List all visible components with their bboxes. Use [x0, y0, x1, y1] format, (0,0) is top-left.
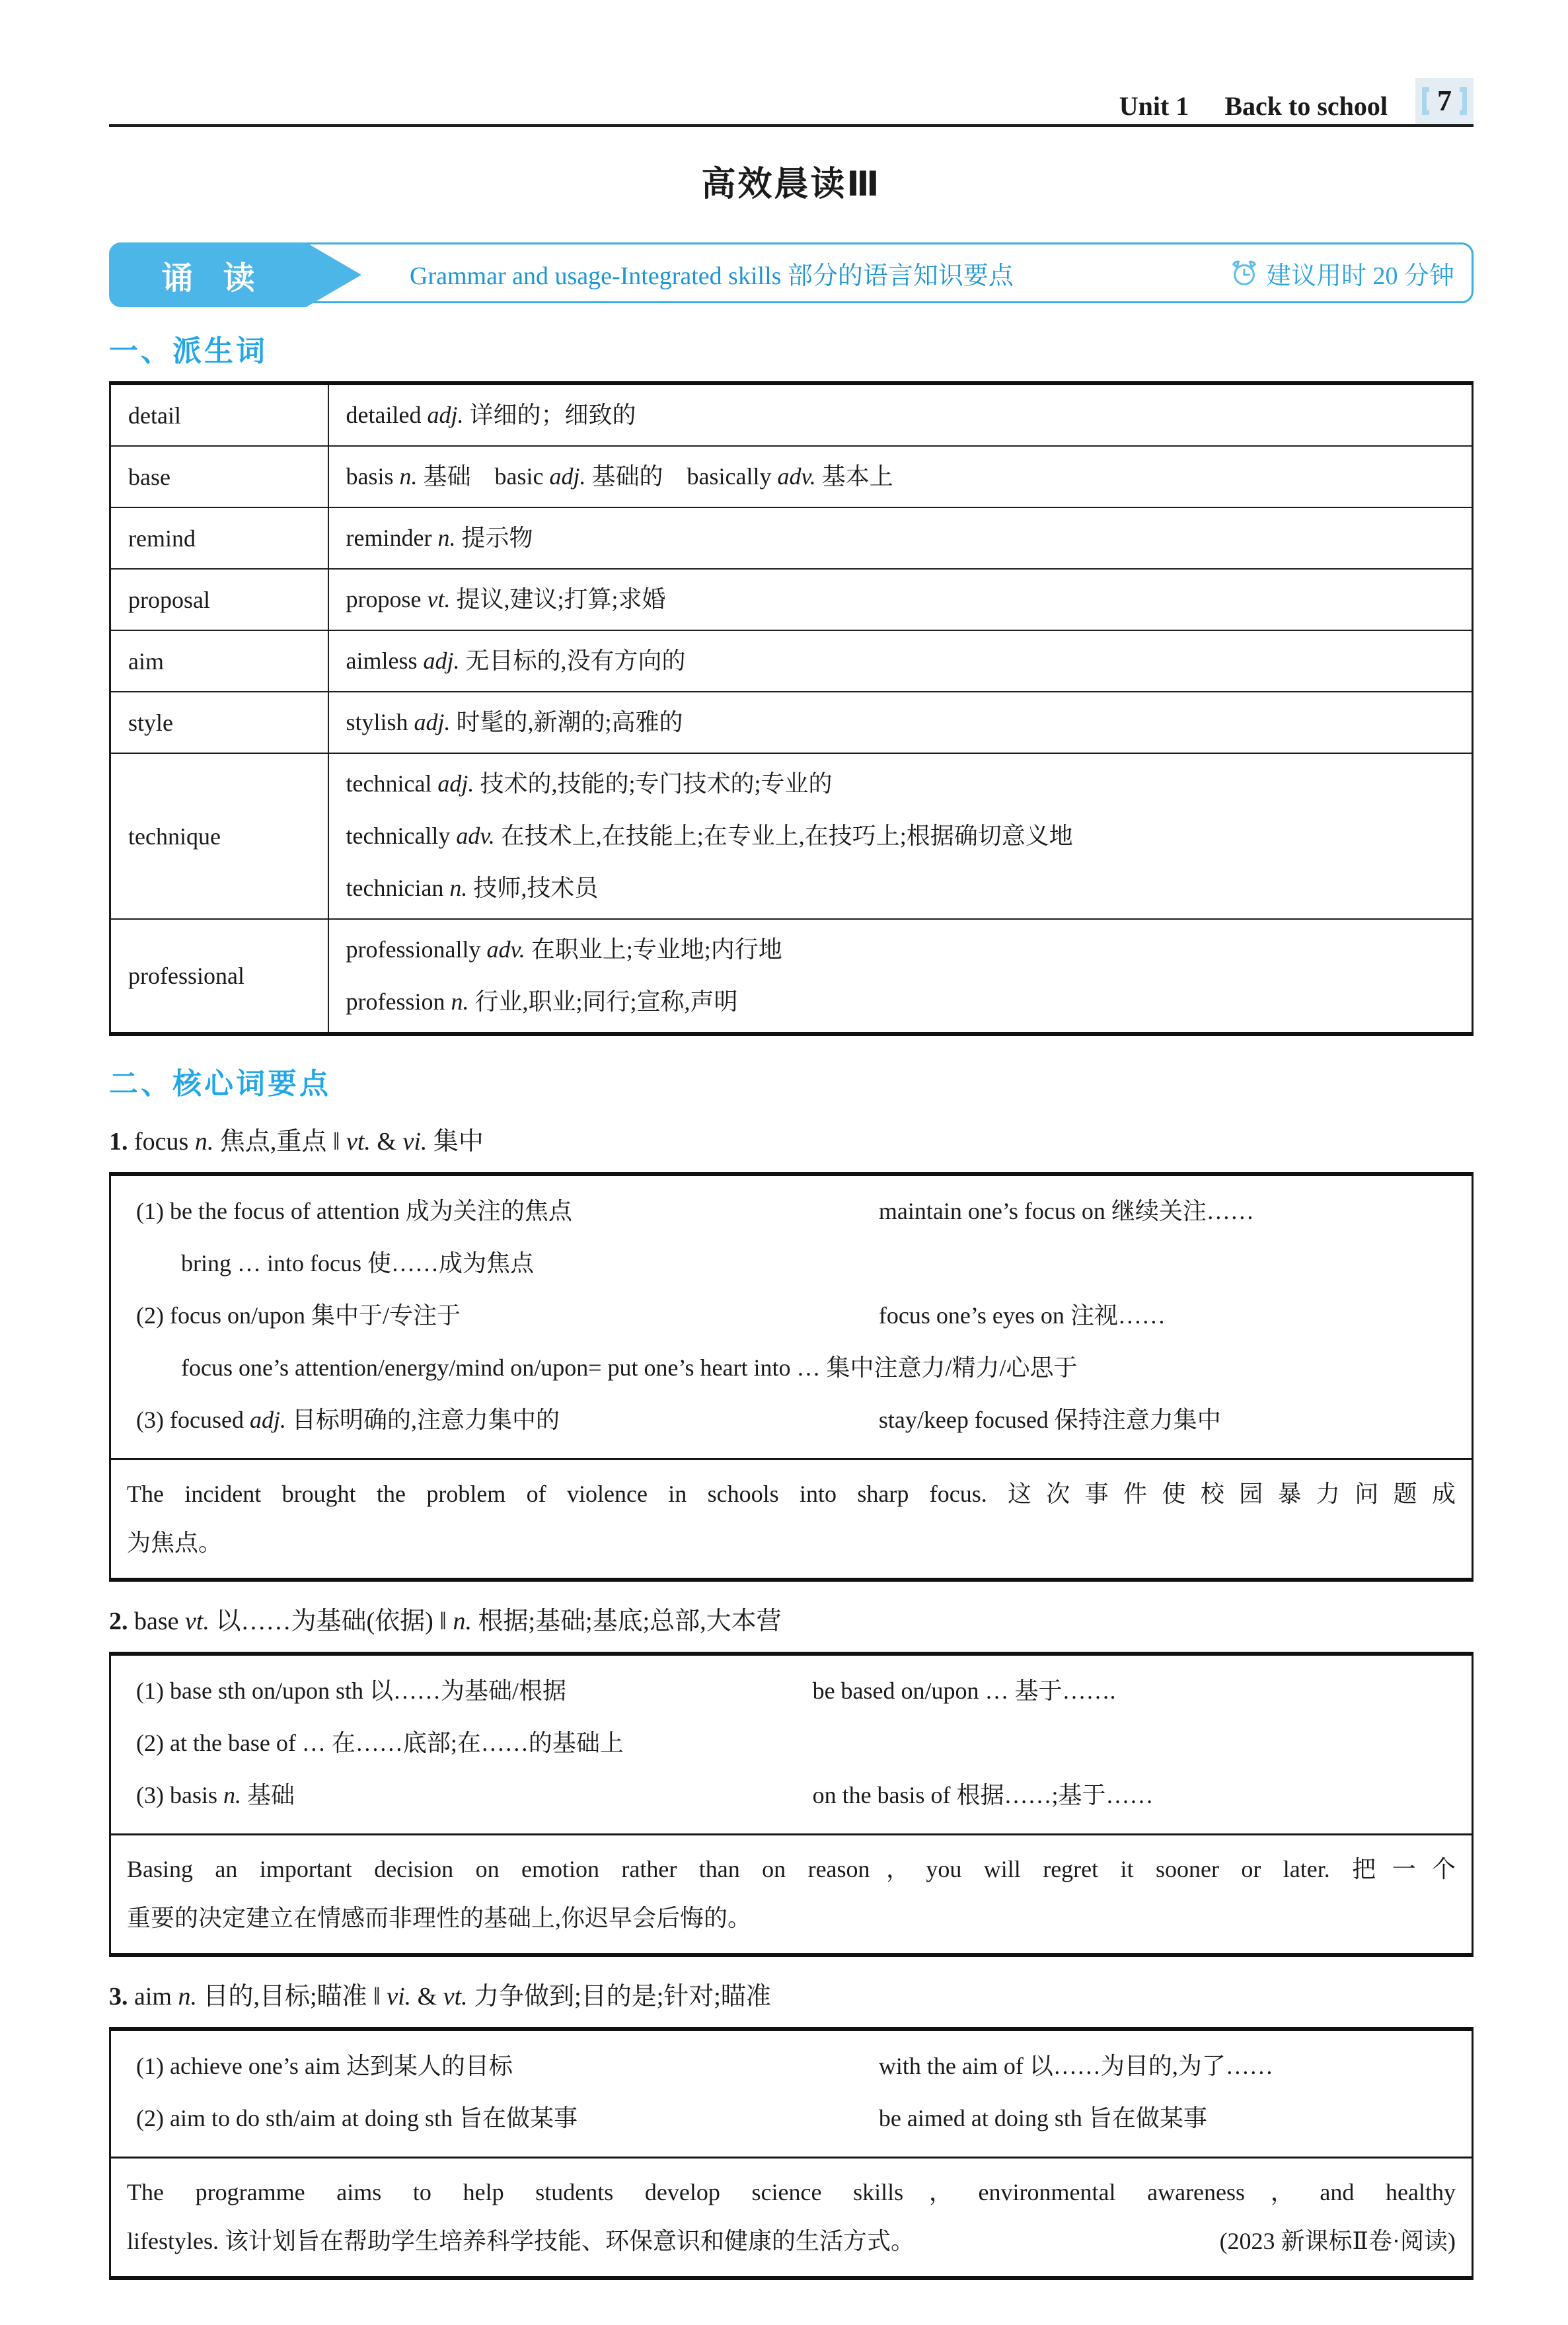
core-word-item [109, 1979, 1474, 2280]
section-heading-core-words: 二、核心词要点 [109, 1068, 331, 1100]
suggested-time [1229, 255, 1454, 291]
example-line: lifestyles. 该计划旨在帮助学生培养科学技能、环保意识和健康的生活方式。 (2023 新课标Ⅱ卷·阅读) [127, 2217, 1456, 2266]
example-line: 重要的决定建立在情感而非理性的基础上,你迟早会后悔的。 [127, 1905, 752, 1931]
phrase-row [136, 1394, 1462, 1446]
table-row [110, 446, 1473, 507]
page-header [109, 0, 1474, 127]
word-cell: remind [110, 507, 328, 569]
table-row [110, 630, 1473, 692]
recite-label: 诵 读 [161, 260, 266, 296]
recite-banner [109, 242, 1474, 303]
definition-line: stylish adj. 时髦的,新潮的;高雅的 [346, 709, 683, 735]
phrase-row [136, 1769, 1462, 1822]
section-heading-derivation: 一、派生词 [109, 335, 268, 367]
derivation-table [109, 381, 1474, 1036]
phrase-right: stay/keep focused 保持注意力集中 [878, 1407, 1221, 1433]
phrase-right: maintain one’s focus on 继续关注…… [878, 1198, 1254, 1224]
phrase-marker: (2) [136, 1302, 170, 1329]
definition-cell [328, 383, 1473, 446]
definition-cell [328, 919, 1473, 1034]
word-cell: style [110, 692, 328, 753]
phrase-row [136, 1290, 1462, 1342]
phrase-left: (1) base sth on/upon sth 以……为基础/根据 [136, 1678, 566, 1704]
core-word-items [109, 1125, 1474, 2280]
phrase-left: (2) aim to do sth/aim at doing sth 旨在做某事 [136, 2105, 578, 2131]
core-word-item [109, 1125, 1474, 1582]
word-cell: technique [110, 753, 328, 919]
phrase-box [109, 1172, 1474, 1582]
definition-cell [328, 569, 1473, 630]
phrase-right: with the aim of 以……为目的,为了…… [878, 2053, 1273, 2079]
page-title: 高效晨读Ⅲ [701, 165, 881, 203]
phrase-left: (3) focused adj. 目标明确的,注意力集中的 [136, 1407, 560, 1433]
phrase-list [111, 2031, 1472, 2157]
definition-cell [328, 630, 1473, 692]
phrase-left: (2) focus on/upon 集中于/专注于 [136, 1302, 461, 1329]
definition-line: basis n. 基础 basic adj. 基础的 basically adv. 基本上 [346, 463, 893, 490]
phrase-list [111, 1176, 1472, 1458]
word-cell: detail [110, 383, 328, 446]
alarm-clock-icon [1229, 258, 1259, 288]
example-line: 为焦点。 [127, 1530, 223, 1556]
phrase-marker: (2) [136, 2105, 170, 2131]
table-row [110, 692, 1473, 753]
unit-title: Back to school [1224, 91, 1388, 121]
phrase-marker: (1) [136, 2053, 170, 2079]
definition-line: profession n. 行业,职业;同行;宣称,声明 [346, 988, 738, 1015]
phrase-left: (1) achieve one’s aim 达到某人的目标 [136, 2053, 513, 2079]
table-row [110, 507, 1473, 569]
phrase-right: be based on/upon … 基于……. [812, 1678, 1116, 1704]
definition-line: professionally adv. 在职业上;专业地;内行地 [346, 936, 782, 963]
item-title: 3. aim n. 目的,目标;瞄准 ‖ vi. & vt. 力争做到;目的是;针对;瞄准 [109, 1983, 771, 2011]
table-row [110, 919, 1473, 1034]
phrase-box [109, 2027, 1474, 2280]
phrase-left: (2) at the base of … 在……底部;在……的基础上 [136, 1730, 624, 1756]
phrase-list [111, 1656, 1472, 1833]
definition-cell [328, 507, 1473, 569]
definition-line: reminder n. 提示物 [346, 525, 533, 551]
item-number: 2. [109, 1607, 134, 1635]
example-sentence [111, 1833, 1472, 1953]
example-line: The incident brought the problem of violence in schools into sharp focus. 这次事件使校园暴力问题成 [127, 1481, 1456, 1507]
phrase-left: (1) be the focus of attention 成为关注的焦点 [136, 1198, 572, 1224]
phrase-left: bring … into focus 使……成为焦点 [181, 1250, 534, 1276]
phrase-marker: (3) [136, 1407, 170, 1433]
phrase-right: focus one’s eyes on 注视…… [878, 1302, 1166, 1329]
phrase-row [136, 2092, 1462, 2145]
example-sentence [111, 1458, 1472, 1578]
item-number: 1. [109, 1128, 134, 1156]
unit-label: Unit 1 [1119, 91, 1189, 121]
word-cell: professional [110, 919, 328, 1034]
definition-line: technical adj. 技术的,技能的;专门技术的;专业的 [346, 770, 833, 797]
definition-cell [328, 753, 1473, 919]
table-row [110, 383, 1473, 446]
suggested-time-text: 建议用时 20 分钟 [1265, 262, 1454, 290]
item-title: 1. focus n. 焦点,重点 ‖ vt. & vi. 集中 [109, 1128, 484, 1156]
phrase-marker: (1) [136, 1198, 170, 1224]
definition-line: propose vt. 提议,建议;打算;求婚 [346, 586, 666, 612]
phrase-marker: (3) [136, 1782, 170, 1808]
definition-line: technically adv. 在技术上,在技能上;在专业上,在技巧上;根据确切意义地 [346, 823, 1073, 849]
derivation-table-body [110, 383, 1473, 1034]
source-citation: (2023 新课标Ⅱ卷·阅读) [1219, 2228, 1456, 2254]
phrase-left: (3) basis n. 基础 [136, 1782, 295, 1808]
phrase-right: be aimed at doing sth 旨在做某事 [878, 2105, 1207, 2131]
definition-line: technician n. 技师,技术员 [346, 875, 599, 901]
definition-line: aimless adj. 无目标的,没有方向的 [346, 647, 686, 674]
core-word-item [109, 1604, 1474, 1957]
page-number: 7 [1437, 85, 1452, 117]
example-sentence [111, 2157, 1472, 2276]
phrase-row [136, 1665, 1462, 1717]
example-line: Basing an important decision on emotion rather than on reason，you will regret it sooner or later. 把一个 [127, 1856, 1456, 1882]
phrase-marker: (1) [136, 1678, 170, 1704]
phrase-right: on the basis of 根据……;基于…… [812, 1782, 1154, 1808]
word-cell: proposal [110, 569, 328, 630]
word-cell: aim [110, 630, 328, 692]
item-number: 3. [109, 1983, 134, 2011]
phrase-row [136, 1717, 1462, 1769]
phrase-left: focus one’s attention/energy/mind on/upon= put one’s heart into … 集中注意力/精力/心思于 [181, 1354, 1078, 1381]
page-number-badge [1415, 78, 1474, 124]
banner-topic: Grammar and usage-Integrated skills 部分的语言知识要点 [410, 262, 1014, 290]
phrase-row [136, 1237, 1462, 1290]
phrase-box [109, 1652, 1474, 1957]
phrase-row [136, 1342, 1462, 1394]
definition-cell [328, 446, 1473, 507]
example-line: The programme aims to help students develop science skills，environmental awareness，and healthy [127, 2179, 1456, 2205]
left-bracket-icon [1422, 87, 1429, 115]
recite-pennant [109, 242, 361, 307]
phrase-row [136, 2040, 1462, 2092]
definition-line: detailed adj. 详细的；细致的 [346, 402, 636, 428]
definition-cell [328, 692, 1473, 753]
table-row [110, 569, 1473, 630]
item-title: 2. base vt. 以……为基础(依据) ‖ n. 根据;基础;基底;总部,大本营 [109, 1607, 782, 1635]
word-cell: base [110, 446, 328, 507]
table-row [110, 753, 1473, 919]
phrase-row [136, 1185, 1462, 1237]
phrase-marker: (2) [136, 1730, 170, 1756]
right-bracket-icon [1460, 87, 1467, 115]
